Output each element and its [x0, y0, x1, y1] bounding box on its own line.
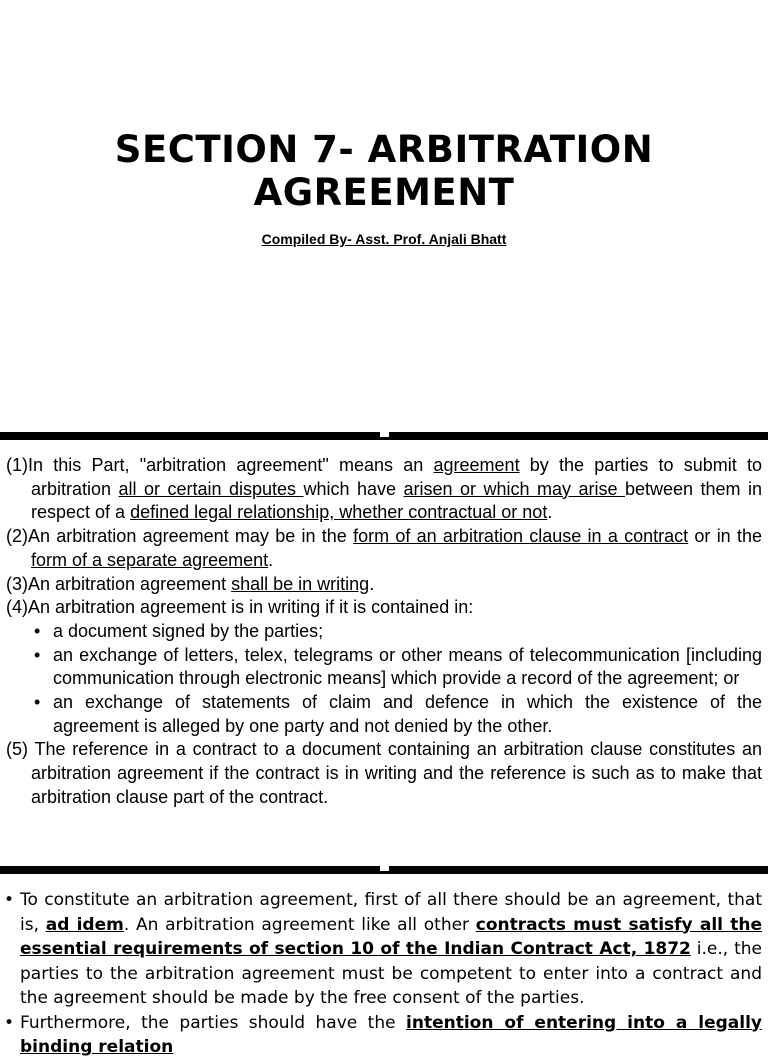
clause-underlined: agreement	[433, 455, 520, 475]
list-item	[4, 1011, 762, 1060]
note-text: i.e., the parties to the arbitration agreement must be competent to enter into a contract and the agreement should be made by the free consent of the parties.	[20, 939, 762, 1008]
clause-underlined: shall be in writing	[231, 573, 370, 594]
clause-text: The reference in a contract to a document containing an arbitration clause constitutes an arbitration agreement if the contract is in writing and the reference is such as to make that arbitration clause part of the contract.	[28, 739, 762, 807]
section-text-slide	[0, 440, 768, 866]
slide-divider	[0, 432, 768, 440]
clause-number: (3)	[6, 573, 28, 594]
clause-underlined: all or certain disputes	[118, 478, 304, 499]
clause-2	[6, 525, 762, 572]
divider-notch	[380, 432, 389, 437]
clause-underlined: form of an arbitration clause in a contract	[353, 526, 689, 547]
section-clauses	[6, 454, 762, 810]
clause-text: between them in respect of a	[31, 478, 763, 523]
bullet-icon: •	[4, 1012, 15, 1033]
slide-title	[40, 128, 728, 214]
note-text: Furthermore, the parties should have the	[20, 1012, 407, 1033]
list-item	[4, 888, 762, 1011]
clause-number: (2)	[6, 526, 28, 547]
note-emphasis: ad idem	[45, 914, 124, 935]
clause-text: An arbitration agreement	[28, 573, 232, 594]
clause-text: .	[547, 502, 553, 523]
clause-3	[6, 573, 762, 597]
bullet-text: a document signed by the parties;	[53, 620, 324, 641]
clause-underlined: form of a separate agreement	[31, 549, 269, 570]
notes-list	[4, 888, 762, 1060]
clause-5	[6, 738, 762, 809]
notes-slide	[0, 874, 768, 1057]
title-line-2: AGREEMENT	[253, 171, 515, 214]
bullet-text: an exchange of statements of claim and defence in which the existence of the agreement is alleged by one party and not denied by the other.	[53, 692, 762, 736]
divider-notch	[380, 866, 389, 871]
clause-text: .	[268, 549, 274, 570]
note-emphasis: contracts must satisfy all the essential requirements of section 10 of the Indian Contract Act, 1872	[20, 914, 762, 959]
clause-text: An arbitration agreement may be in the	[28, 526, 354, 547]
clause-number: (1)	[6, 455, 28, 475]
note-text: To constitute an arbitration agreement, first of all there should be an agreement, that is,	[20, 890, 762, 935]
note-emphasis: intention of entering into a legally binding relation	[20, 1012, 762, 1057]
bullet-icon: •	[34, 644, 41, 665]
title-line-1: SECTION 7- ARBITRATION	[114, 128, 654, 171]
bullet-icon: •	[34, 620, 41, 641]
clause-underlined: defined legal relationship, whether contractual or not	[130, 502, 548, 523]
list-item	[6, 644, 762, 691]
clause-4	[6, 596, 762, 620]
clause-1	[6, 454, 762, 525]
clause-text: by the parties to submit to arbitration	[31, 455, 763, 499]
list-item	[6, 620, 762, 644]
clause-underlined: arisen or which may arise	[403, 478, 625, 499]
bullet-icon: •	[4, 890, 15, 910]
bullet-icon: •	[34, 692, 41, 713]
slide-divider	[0, 866, 768, 874]
note-text: . An arbitration agreement like all other	[123, 914, 476, 935]
clause-4-bullets	[6, 620, 762, 739]
bullet-text: an exchange of letters, telex, telegrams or other means of telecommunication [including communication through electronic means] which provide a record of the agreement; or	[53, 644, 762, 689]
clause-text: In this Part, "arbitration agreement" means an	[28, 455, 434, 475]
clause-text: An arbitration agreement is in writing if it is contained in:	[28, 597, 474, 618]
clause-text: .	[369, 573, 375, 594]
title-slide	[0, 0, 768, 432]
slide-subtitle: Compiled By- Asst. Prof. Anjali Bhatt	[261, 231, 507, 247]
clause-text: or in the	[688, 526, 762, 547]
clause-number: (4)	[6, 597, 28, 618]
clause-text: which have	[303, 478, 404, 499]
clause-number: (5)	[6, 739, 28, 760]
list-item	[6, 691, 762, 738]
